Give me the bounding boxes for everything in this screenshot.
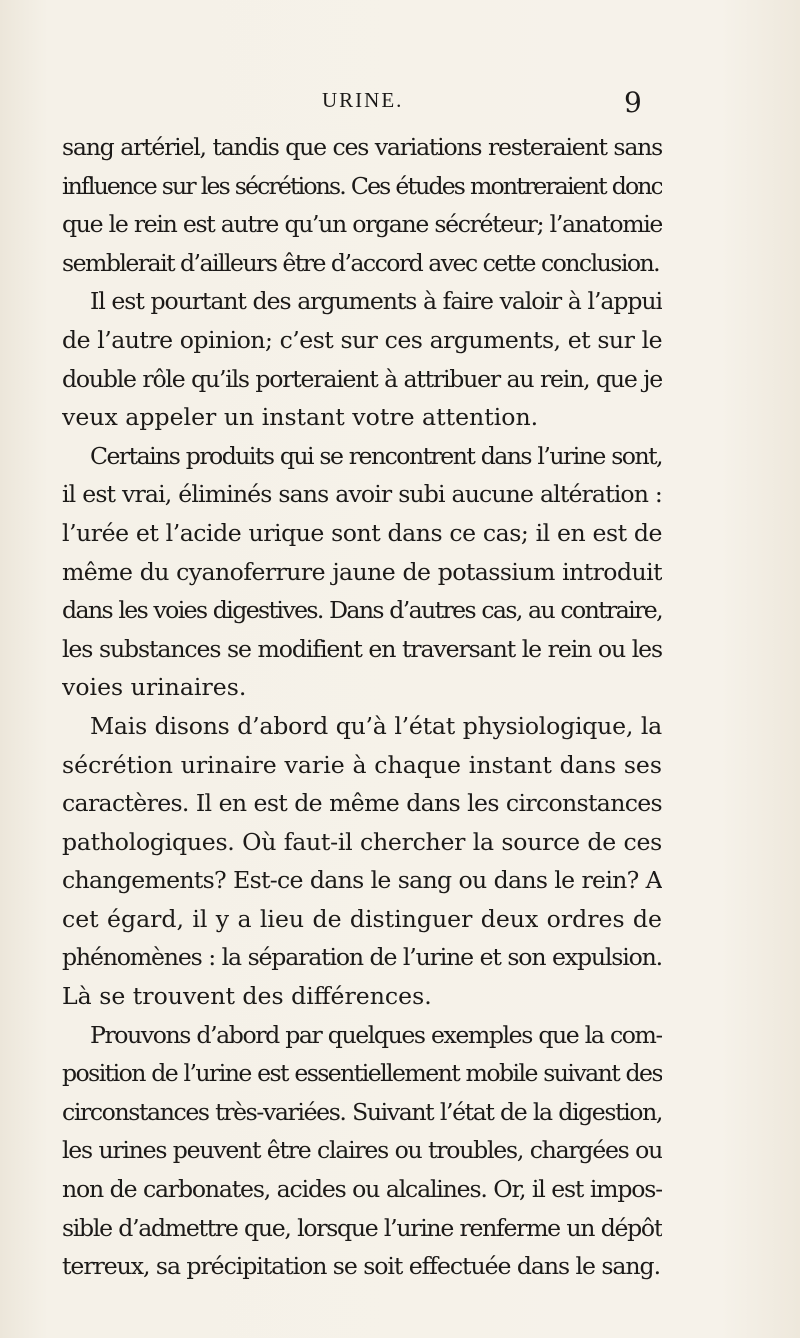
text-line: cet égard, il y a lieu de distinguer deux ordres de [62, 904, 662, 933]
text-line: semblerait d’ailleurs être d’accord avec cette conclusion. [62, 248, 660, 277]
text-line: non de carbonates, acides ou alcalines. Or, il est impos- [62, 1175, 662, 1204]
text-line: veux appeler un instant votre attention. [62, 403, 539, 432]
text-line: changements? Est-ce dans le sang ou dans le rein? A [62, 866, 662, 895]
paragraph-start-line: Certains produits qui se rencontrent dans l’urine sont, [90, 441, 662, 470]
text-line: voies urinaires. [62, 673, 247, 702]
text-line: influence sur les sécrétions. Ces études montreraient donc [62, 171, 662, 200]
text-line: caractères. Il en est de même dans les circonstances [62, 789, 662, 818]
text-line: terreux, sa précipitation se soit effectuée dans le sang. [62, 1252, 661, 1281]
text-line: position de l’urine est essentiellement mobile suivant des [62, 1059, 662, 1088]
text-line: il est vrai, éliminés sans avoir subi aucune altération : [62, 480, 662, 509]
text-line: pathologiques. Où faut-il chercher la source de ces [62, 827, 662, 856]
text-line: l’urée et l’acide urique sont dans ce cas; il en est de [62, 518, 662, 547]
text-line: de l’autre opinion; c’est sur ces arguments, et sur le [62, 325, 662, 354]
text-line: sang artériel, tandis que ces variations resteraient sans [62, 133, 662, 161]
text-line: sécrétion urinaire varie à chaque instant dans ses [62, 750, 662, 779]
text-line: les urines peuvent être claires ou troubles, chargées ou [62, 1136, 662, 1165]
paragraph-start-line: Mais disons d’abord qu’à l’état physiologique, la [90, 711, 662, 740]
text-line: que le rein est autre qu’un organe sécréteur; l’anatomie [62, 210, 662, 239]
paragraph-start-line: Il est pourtant des arguments à faire valoir à l’appui [90, 287, 662, 316]
text-line: phénomènes : la séparation de l’urine et son expulsion. [62, 943, 662, 972]
text-line: circonstances très-variées. Suivant l’état de la digestion, [62, 1097, 662, 1126]
text-line: dans les voies digestives. Dans d’autres cas, au contraire, [62, 596, 662, 625]
text-line: Là se trouvent des différences. [62, 982, 432, 1011]
text-line: même du cyanoferrure jaune de potassium introduit [62, 557, 662, 586]
running-head [0, 86, 800, 122]
page-number: 9 [624, 86, 642, 119]
paragraph-start-line: Prouvons d’abord par quelques exemples que la com- [90, 1020, 662, 1049]
body-text [62, 128, 662, 1286]
text-line: les substances se modifient en traversant le rein ou les [62, 634, 662, 663]
running-title: URINE. [322, 88, 404, 112]
text-line: sible d’admettre que, lorsque l’urine renferme un dépôt [62, 1213, 662, 1242]
text-line: double rôle qu’ils porteraient à attribuer au rein, que je [62, 364, 662, 393]
